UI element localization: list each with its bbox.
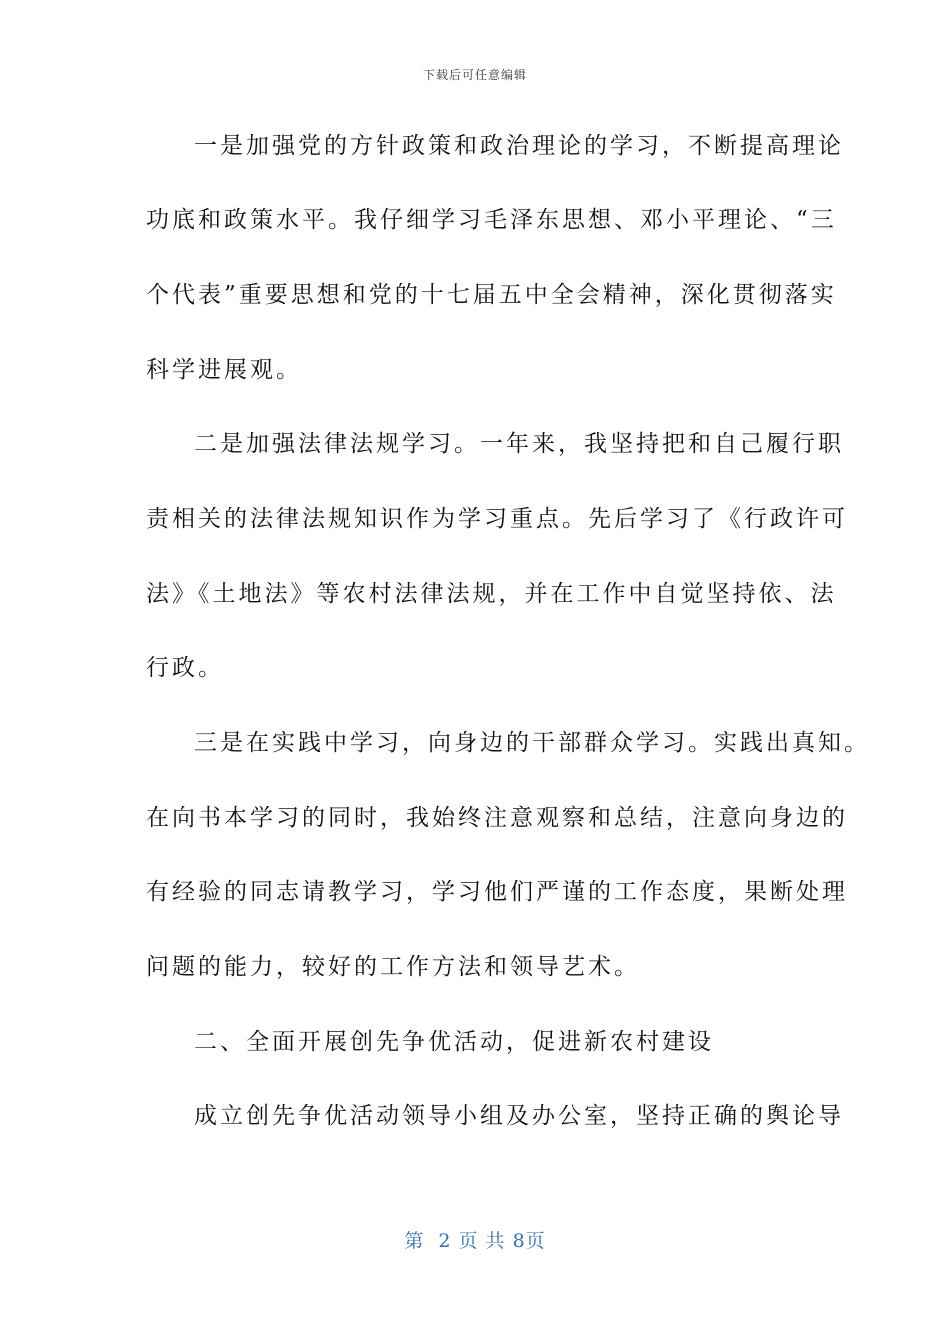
paragraph-line: 有经验的同志请教学习，学习他们严谨的工作态度，果断处理	[146, 879, 848, 905]
page-number: 第 2 页 共 8页	[404, 1230, 546, 1252]
section-heading: 二、全面开展创先争优活动，促进新农村建设	[194, 1029, 714, 1055]
page-header: 下载后可任意编辑	[422, 68, 527, 82]
paragraph-line: 问题的能力，较好的工作方法和领导艺术。	[146, 954, 640, 980]
paragraph-line: 个代表”重要思想和党的十七届五中全会精神，深化贯彻落实	[146, 282, 837, 308]
paragraph-line: 功底和政策水平。我仔细学习毛泽东思想、邓小平理论、“三	[146, 207, 837, 233]
paragraph-line: 一是加强党的方针政策和政治理论的学习，不断提高理论	[194, 133, 844, 159]
paragraph-line: 三是在实践中学习，向身边的干部群众学习。实践出真知。	[194, 730, 870, 756]
paragraph-line: 法》《土地法》等农村法律法规，并在工作中自觉坚持依、法	[146, 581, 837, 607]
paragraph-line: 科学进展观。	[146, 357, 302, 383]
paragraph-line: 责相关的法律法规知识作为学习重点。先后学习了《行政许可	[146, 506, 848, 532]
paragraph-line: 成立创先争优活动领导小组及办公室，坚持正确的舆论导	[194, 1103, 844, 1129]
paragraph-line: 行政。	[146, 655, 224, 681]
paragraph-line: 二是加强法律法规学习。一年来，我坚持把和自己履行职	[194, 431, 844, 457]
paragraph-line: 在向书本学习的同时，我始终注意观察和总结，注意向身边的	[146, 805, 848, 831]
